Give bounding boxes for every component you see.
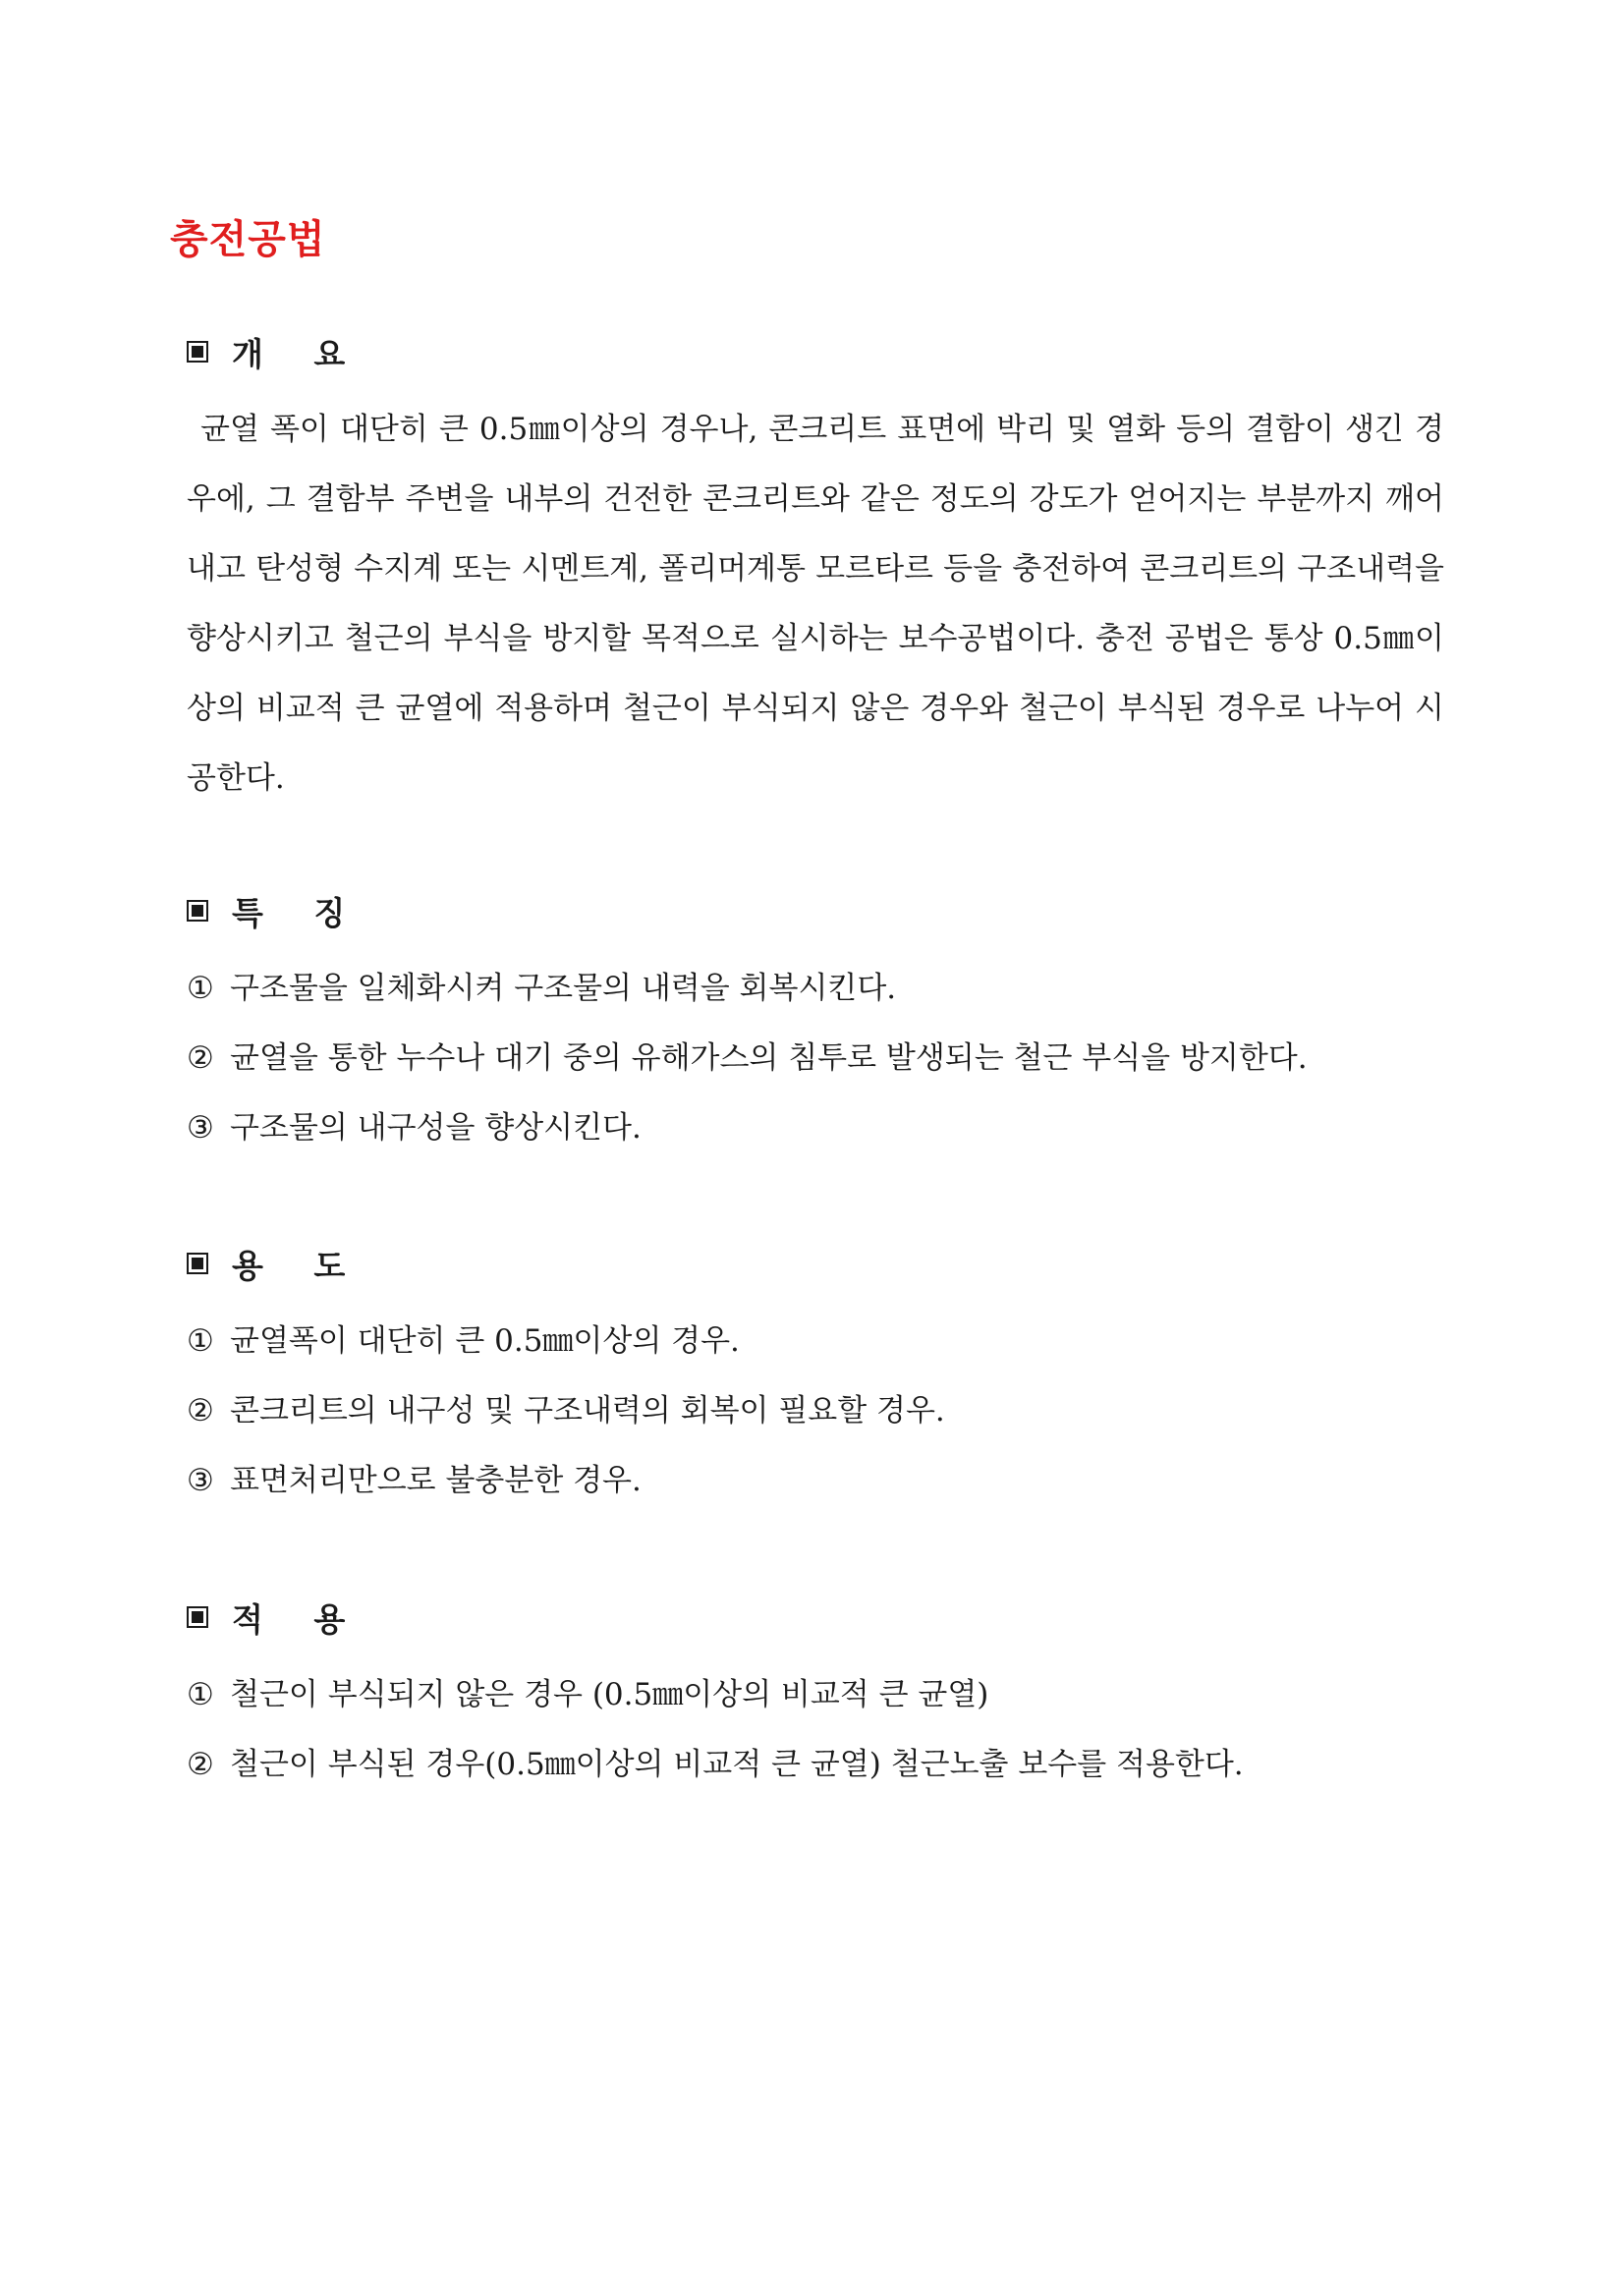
list-item (187, 1093, 1444, 1163)
section-heading-apply (187, 1596, 1444, 1639)
list-item-number: ③ (187, 1463, 214, 1498)
list-item-number: ① (187, 971, 214, 1006)
list-item (187, 954, 1444, 1024)
list-item (187, 1660, 1444, 1730)
list-item-text: 철근이 부식된 경우(0.5㎜이상의 비교적 큰 균열) 철근노출 보수를 적용한다. (230, 1747, 1244, 1782)
section-heading-text: 용 도 (232, 1246, 365, 1285)
section-heading-usage (187, 1242, 1444, 1285)
list-item-number: ② (187, 1747, 214, 1782)
section-apply (187, 1596, 1444, 1800)
list-item-text: 균열폭이 대단히 큰 0.5㎜이상의 경우. (230, 1323, 740, 1359)
list-item (187, 1730, 1444, 1800)
section-heading-text: 개 요 (232, 334, 365, 373)
section-heading-features (187, 889, 1444, 932)
features-list (187, 954, 1444, 1163)
list-item (187, 1024, 1444, 1093)
filled-square-in-square-icon (187, 341, 208, 363)
list-item-text: 균열을 통한 누수나 대기 중의 유해가스의 침투로 발생되는 철근 부식을 방지한다. (230, 1040, 1308, 1076)
section-overview (187, 330, 1444, 844)
section-usage (187, 1242, 1444, 1516)
overview-paragraph: 균열 폭이 대단히 큰 0.5㎜이상의 경우나, 콘크리트 표면에 박리 및 열화 등의 결함이 생긴 경우에, 그 결함부 주변을 내부의 건전한 콘크리트와 같은 정도의 강도가 얻어지는 부분까지 깨어내고 탄성형 수지계 또는 시멘트계, 폴리머계통 모르타르 등을 충전하여 콘크리트의 구조내력을 향상시키고 철근의 부식을 방지할 목적으로 실시하는 보수공법이다. 충전 공법은 통상 0.5㎜이상의 비교적 큰 균열에 적용하며 철근이 부식되지 않은 경우와 철근이 부식된 경우로 나누어 시공한다. (187, 412, 1444, 796)
usage-list (187, 1307, 1444, 1516)
list-item-number: ③ (187, 1110, 214, 1146)
list-item-text: 구조물을 일체화시켜 구조물의 내력을 회복시킨다. (230, 971, 897, 1006)
list-item (187, 1307, 1444, 1376)
section-features (187, 889, 1444, 1163)
list-item-text: 구조물의 내구성을 향상시킨다. (230, 1110, 642, 1146)
filled-square-in-square-icon (187, 900, 208, 922)
list-item-number: ② (187, 1040, 214, 1076)
page-title: 충전공법 (170, 216, 326, 262)
section-heading-overview (187, 330, 1444, 373)
list-item-number: ② (187, 1393, 214, 1428)
list-item-number: ① (187, 1323, 214, 1359)
list-item-text: 표면처리만으로 불충분한 경우. (230, 1463, 642, 1498)
filled-square-in-square-icon (187, 1253, 208, 1274)
section-heading-text: 특 징 (232, 893, 365, 932)
list-item-text: 콘크리트의 내구성 및 구조내력의 회복이 필요할 경우. (230, 1393, 945, 1428)
list-item-text: 철근이 부식되지 않은 경우 (0.5㎜이상의 비교적 큰 균열) (230, 1677, 989, 1712)
section-heading-text: 적 용 (232, 1599, 365, 1639)
list-item (187, 1376, 1444, 1446)
filled-square-in-square-icon (187, 1606, 208, 1628)
apply-list (187, 1660, 1444, 1800)
list-item-number: ① (187, 1677, 214, 1712)
list-item (187, 1446, 1444, 1516)
